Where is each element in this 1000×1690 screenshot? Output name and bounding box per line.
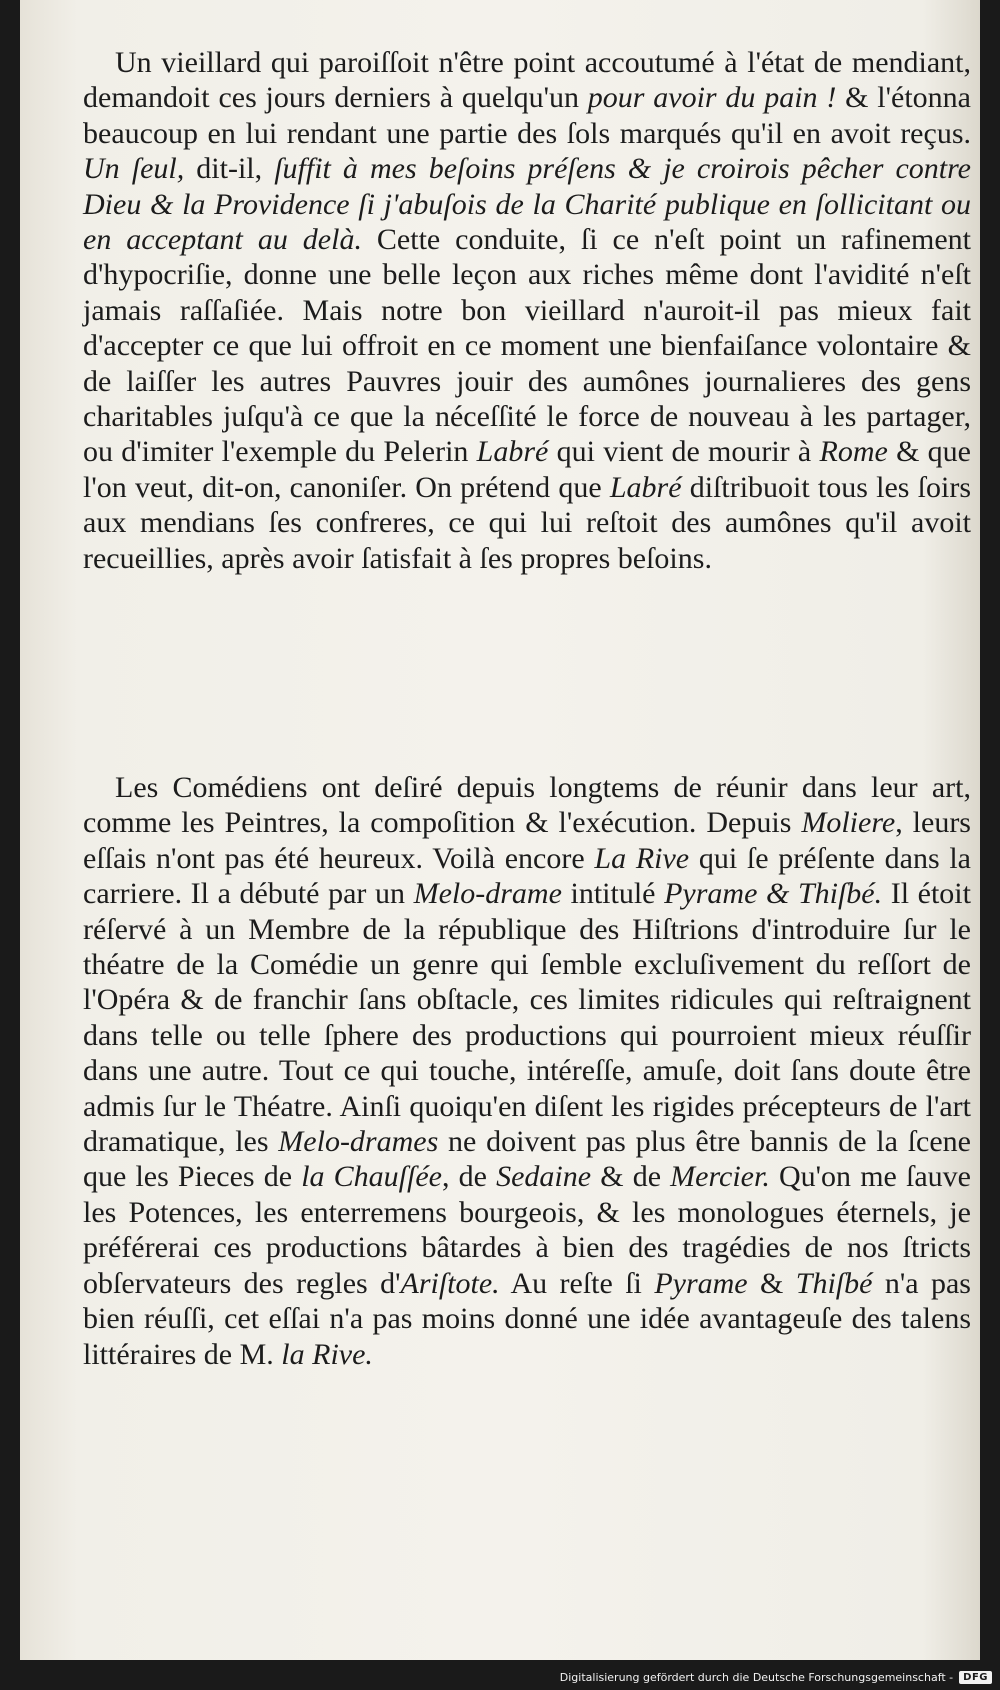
paragraph-2-text xyxy=(83,770,971,1372)
text-run: Au reſte ſi xyxy=(499,1266,655,1300)
italic-text-run: La Rive xyxy=(594,841,690,875)
text-run: & l'étonna beaucoup en lui rendant une partie des ſols marqués qu'il en avoit reçus. xyxy=(83,81,971,150)
paragraph-beggar xyxy=(83,45,971,576)
italic-text-run: la Chauſſée xyxy=(301,1160,442,1194)
footer-credit-text: Digitalisierung gefördert durch die Deutsche Forschungsgemeinschaft - xyxy=(559,1671,954,1684)
dfg-logo-icon: DFG xyxy=(959,1671,992,1684)
text-run: Qu'on me ſauve les Potences, les enterremens bourgeois, & les monologues éternels, je préférerai ces productions bâtardes à bien des tragédies de nos ſtricts obſervateurs des regles d' xyxy=(83,1160,971,1300)
text-run: intitulé xyxy=(561,877,665,911)
text-run: qui vient de mourir à xyxy=(548,435,820,469)
text-run: Un vieillard qui paroiſſoit n'être point accoutumé à l'état de mendiant, demandoit ces jours derniers à quelqu'un xyxy=(83,46,971,115)
italic-text-run: Sedaine xyxy=(496,1160,592,1194)
italic-text-run: Moliere xyxy=(801,806,896,840)
text-run: Il étoit réſervé à un Membre de la république des Hiſtrions d'introduire ſur le théatre de la Comédie un genre qui ſemble excluſivement du reſſort de l'Opéra & de franchir ſans obſtacle, ces limites ridicules qui reſtraignent dans telle ou telle ſphere des productions qui pourroient mieux réuſſir dans une autre. Tout ce qui touche, intéreſſe, amuſe, doit ſans doute être admis ſur le Théatre. Ainſi quoiqu'en diſent les rigides précepteurs de l'art dramatique, les xyxy=(83,877,971,1159)
italic-text-run: Melo-drame xyxy=(413,877,562,911)
italic-text-run: Labré xyxy=(609,470,682,504)
text-run: n'a pas bien réuſſi, cet eſſai n'a pas moins donné une idée avantageuſe des talens littéraires de M. xyxy=(83,1266,971,1371)
italic-text-run: Pyrame xyxy=(654,1266,748,1300)
italic-text-run: Thiſbé xyxy=(795,1266,873,1300)
text-run: Les Comédiens ont deſiré depuis longtems de réunir dans leur art, comme les Peintres, la compoſition & l'exécution. Depuis xyxy=(83,771,971,840)
text-run: diſtribuoit tous les ſoirs aux mendians ſes confreres, ce qui lui reſtoit des aumônes qu'il avoit recueillies, après avoir ſatisfait à ſes propres beſoins. xyxy=(83,470,971,575)
italic-text-run: Un ſeul, xyxy=(83,152,185,186)
text-run: dit-il, xyxy=(184,152,275,186)
italic-text-run: Ariſtote. xyxy=(400,1266,500,1300)
text-run: & xyxy=(747,1266,796,1300)
text-run: , de xyxy=(441,1160,497,1194)
italic-text-run: ſuffit à mes beſoins préſens & je croirois pêcher contre Dieu & la Providence ſi j'abuſois de la Charité publique en ſollicitant ou en acceptant au delà. xyxy=(83,152,971,257)
italic-text-run: Rome xyxy=(819,435,888,469)
italic-text-run: pour avoir du pain ! xyxy=(587,81,837,115)
digitization-footer xyxy=(560,1671,992,1684)
italic-text-run: la Rive. xyxy=(281,1337,373,1371)
text-run: & que l'on veut, dit-on, canoniſer. On prétend que xyxy=(83,435,971,504)
italic-text-run: Mercier. xyxy=(670,1160,770,1194)
text-run: , leurs eſſais n'ont pas été heureux. Voilà encore xyxy=(83,806,971,875)
italic-text-run: Melo-drames xyxy=(278,1125,439,1159)
paragraph-1-text xyxy=(83,45,971,576)
text-run: & de xyxy=(591,1160,671,1194)
text-run: ne doivent pas plus être bannis de la ſcene que les Pieces de xyxy=(83,1125,971,1194)
text-run: qui ſe préſente dans la carriere. Il a débuté par un xyxy=(83,841,971,911)
italic-text-run: Labré xyxy=(476,435,549,469)
paragraph-comedians xyxy=(83,770,971,1372)
italic-text-run: Pyrame & Thiſbé. xyxy=(664,877,883,911)
text-run: Cette conduite, ſi ce n'eſt point un rafinement d'hypocriſie, donne une belle leçon aux riches même dont l'avidité n'eſt jamais raſſaſiée. Mais notre bon vieillard n'auroit-il pas mieux fait d'accepter ce que lui offroit en ce moment une bienfaiſance volontaire & de laiſſer les autres Pauvres jouir des aumônes journalieres des gens charitables juſqu'à ce que la néceſſité le force de nouveau à les partager, ou d'imiter l'exemple du Pelerin xyxy=(83,223,971,469)
document-page xyxy=(20,0,980,1660)
